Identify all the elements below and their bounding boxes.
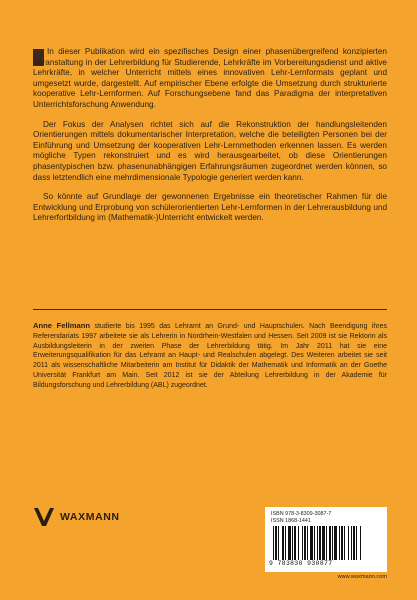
isbn-number: ISBN 978-3-8309-3087-7 — [271, 511, 332, 517]
blurb-paragraph-2: Der Fokus der Analysen richtet sich auf die Rekonstruktion der handlungsleitenden Orientierungen mittels dokumentarischer Interpretation, welche die beteiligten Personen bei der Einführung und Umsetzung der kooperativen Lehr-Lernmethoden erkennen lassen. Es werden mögliche Typen rekonstruiert und es wird herausgearbeitet, ob diese Orientierungen phasentypischen bzw. phasenunabhängigen Erfahrungsräumen zugeordnet werden können, so dass letztendlich eine mehrdimensionale Typologie generiert werden kann. — [33, 119, 387, 182]
publisher-logo — [33, 506, 120, 528]
divider — [33, 309, 387, 310]
blurb-paragraph-3: So könnte auf Grundlage der gewonnenen Ergebnisse ein theoretischer Rahmen für die Entwicklung und Erprobung von schülerorientierten Lehr-Lernformen in der Lehrerausbildung und Lehrerfortbildung im (Mathematik-)Unterricht entwickelt werden. — [33, 192, 387, 223]
author-bio — [33, 321, 387, 391]
isbn-barcode-box — [265, 507, 387, 572]
publisher-website: www.waxmann.com — [337, 574, 387, 580]
waxmann-logo-icon — [33, 506, 55, 528]
author-name: Anne Fellmann — [33, 321, 90, 330]
issn-number: ISSN 1868-1441 — [271, 518, 311, 524]
blurb-paragraph-1: In dieser Publikation wird ein spezifisches Design einer phasenübergreifend konzipierten Veranstaltung in der Lehrerbildung für Studierende, Lehrkräfte im Vorbereitungsdienst und aktive Lehrkräfte, in welcher Unterricht mittels eines innovativen Lehr-Lernformats geplant und umgesetzt wurde, dargestellt. Auf empirischer Ebene erfolgte die Umsetzung durch strukturierte kooperative Lehr-Lernformen. Auf Forschungsebene fand das Paradigma der interpretativen Unterrichtsforschung Anwendung. — [33, 47, 387, 109]
cover-blurb — [33, 47, 387, 233]
author-bio-text: studierte bis 1995 das Lehramt an Grund- und Hauptschulen. Nach Beendigung ihres Referendariats 1997 arbeitete sie als Lehrerin in Nordrhein-Westfalen und Hessen. Seit 2009 ist sie Rektorin als Ausbildungsleiterin in der zweiten Phase der Lehrerbildung tätig. Im Jahr 2011 hat sie eine Erweiterungsqualifikation für das Lehramt an Haupt- und Realschulen abgelegt. Des Weiteren arbeitet sie seit 2011 als wissenschaftliche Mitarbeiterin am Institut für Didaktik der Mathematik und Informatik an der Goethe Universität Frankfurt am Main. Seit 2012 ist sie der Abteilung Lehrerbildung in der Akademie für Bildungsforschung und Lehrerbildung (ABL) zugeordnet. — [33, 323, 387, 389]
publisher-name: WAXMANN — [60, 511, 120, 523]
barcode-digits: 9 783830 930877 — [269, 560, 333, 567]
barcode-icon — [271, 526, 383, 560]
